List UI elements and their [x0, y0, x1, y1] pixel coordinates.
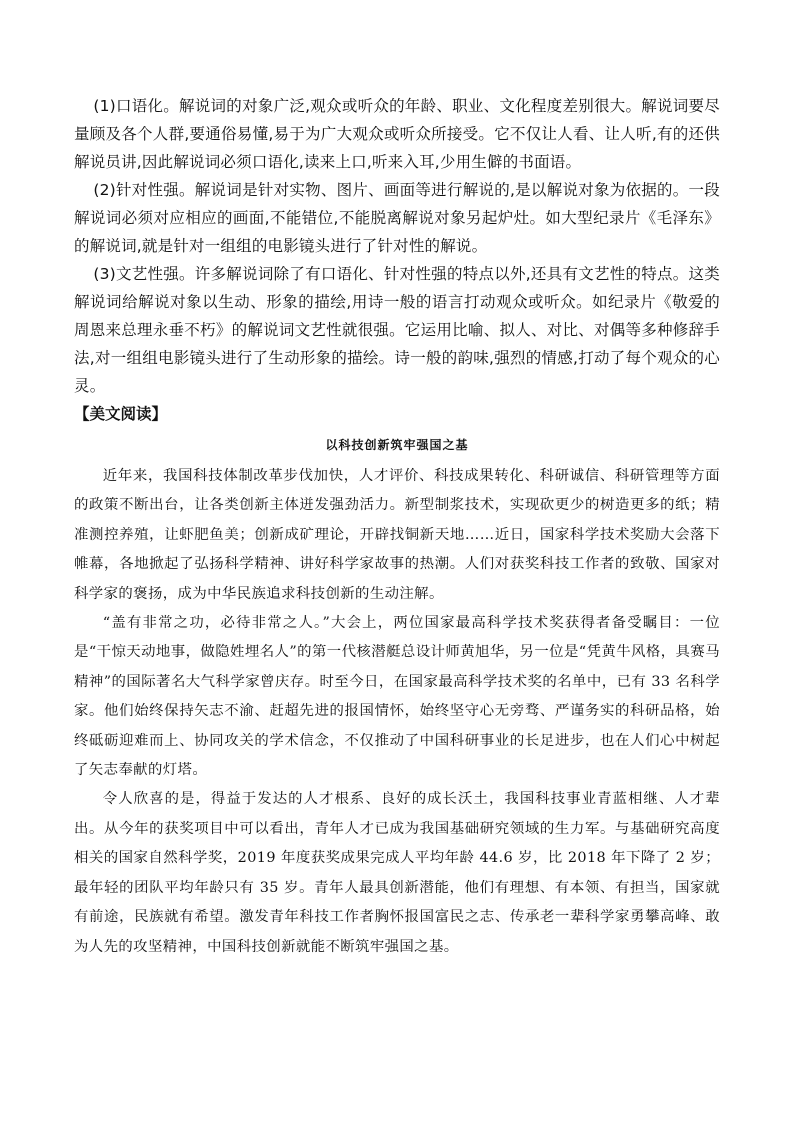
article-paragraph-3: 令人欣喜的是，得益于发达的人才根系、良好的成长沃土，我国科技事业青蓝相继、人才辈出。从今年的获奖项目中可以看出，青年人才已成为我国基础研究领域的生力军。与基础研究高度相关的国家自然科学奖，2019 年度获奖成果完成人平均年龄 44.6 岁，比 2018 年下降了 2 岁；最年轻的团队平均年龄只有 35 岁。青年人最具创新潜能，他们有理想、有本领、有担当，国家就有前途，民族就有希望。激发青年科技工作者胸怀报国富民之志、传承老一辈科学家勇攀高峰、敢为人先的攻坚精神，中国科技创新就能不断筑牢强国之基。: [74, 791, 720, 955]
feature-targeted-paragraph: (2)针对性强。解说词是针对实物、图片、画面等进行解说的,是以解说对象为依据的。一段解说词必须对应相应的画面,不能错位,不能脱离解说对象另起炉灶。如大型纪录片《毛泽东》的解说词,就是针对一组组的电影镜头进行了针对性的解说。: [74, 181, 720, 255]
section-label: 【美文阅读】: [74, 405, 168, 423]
document-page: [74, 92, 720, 962]
article-title: 以科技创新筑牢强国之基: [325, 438, 469, 452]
feature-colloquial-paragraph: (1)口语化。解说词的对象广泛,观众或听众的年龄、职业、文化程度差别很大。解说词要尽量顾及各个人群,要通俗易懂,易于为广大观众或听众所接受。它不仅让人看、让人听,有的还供解说员讲,因此解说词必须口语化,读来上口,听来入耳,少用生僻的书面语。: [74, 97, 720, 171]
article-body: [74, 462, 720, 962]
explanation-section: [74, 92, 720, 400]
feature-artistic-paragraph: (3)文艺性强。许多解说词除了有口语化、针对性强的特点以外,还具有文艺性的特点。这类解说词给解说对象以生动、形象的描绘,用诗一般的语言打动观众或听众。如纪录片《敬爱的周恩来总理永垂不朽》的解说词文艺性就很强。它运用比喻、拟人、对比、对偶等多种修辞手法,对一组组电影镜头进行了生动形象的描绘。诗一般的韵味,强烈的情感,打动了每个观众的心灵。: [74, 265, 720, 395]
article-paragraph-2: “盖有非常之功，必待非常之人。”大会上，两位国家最高科学技术奖获得者备受瞩目：一位是“干惊天动地事，做隐姓埋名人”的第一代核潜艇总设计师黄旭华，另一位是“凭黄牛风格，具赛马精神”的国际著名大气科学家曾庆存。时至今日，在国家最高科学技术奖的名单中，已有 33 名科学家。他们始终保持矢志不渝、赶超先进的报国情怀，始终坚守心无旁骛、严谨务实的科研品格，始终砥砺迎难而上、协同攻关的学术信念，不仅推动了中国科研事业的长足进步，也在人们心中树起了矢志奉献的灯塔。: [74, 615, 720, 779]
article-paragraph-1: 近年来，我国科技体制改革步伐加快，人才评价、科技成果转化、科研诚信、科研管理等方面的政策不断出台，让各类创新主体迸发强劲活力。新型制浆技术，实现砍更少的树造更多的纸；精准测控养殖，让虾肥鱼美；创新成矿理论，开辟找铜新天地……近日，国家科学技术奖励大会落下帷幕，各地掀起了弘扬科学精神、讲好科学家故事的热潮。人们对获奖科技工作者的致敬、国家对科学家的褒扬，成为中华民族追求科技创新的生动注解。: [74, 468, 720, 602]
